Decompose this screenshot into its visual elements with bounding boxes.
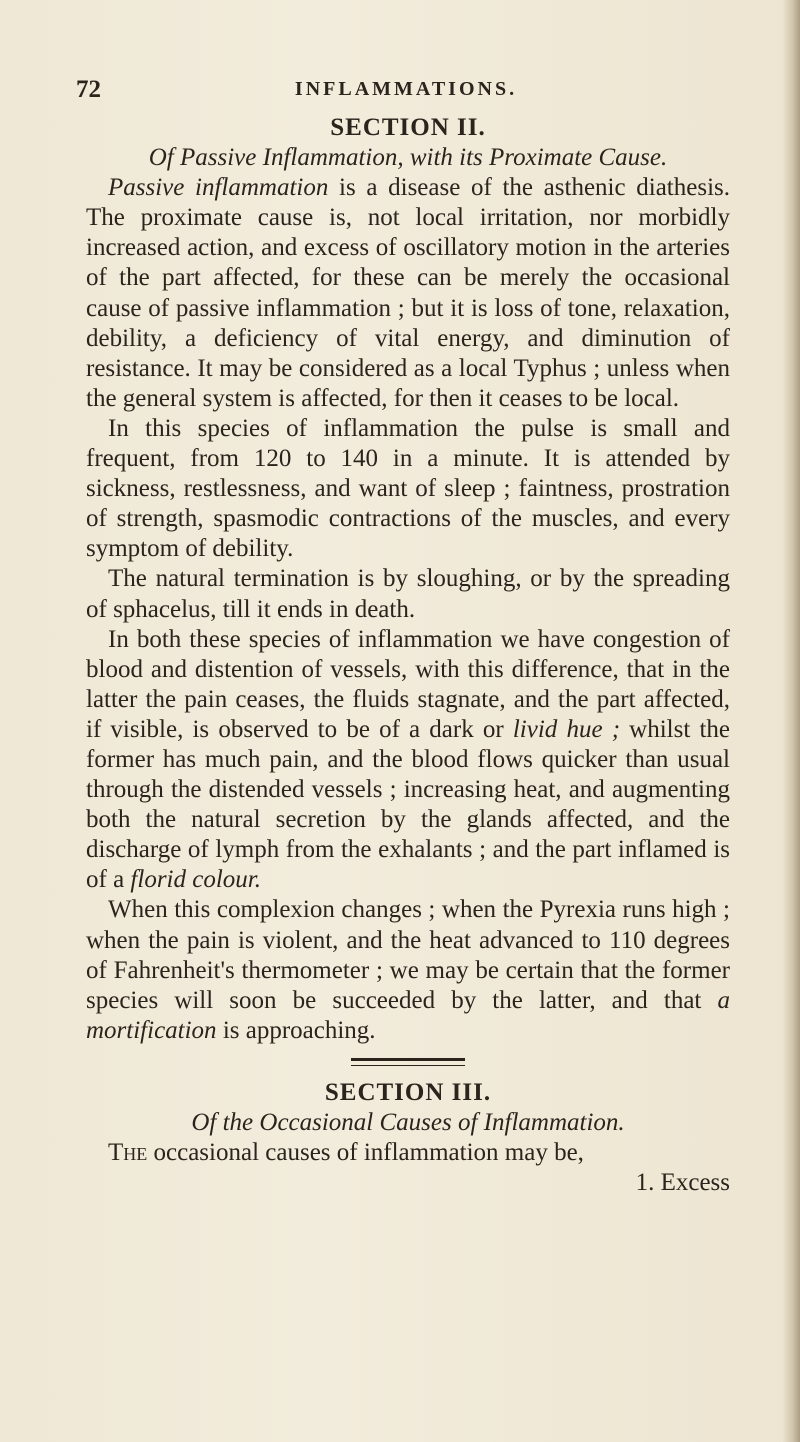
page-number: 72 [76,76,101,103]
paragraph: When this complexion changes ; when the Pyrexia runs high ; when the pain is violent, and the heat advanced to 110 degrees of Fahrenheit's thermometer ; we may be certain that the former species will soon be succeeded by the latter, and that a mortification is approaching. [86,896,730,1044]
section-ii-heading: SECTION II. [330,114,486,141]
section-divider [351,1058,465,1066]
page-edge-shadow [782,0,800,1442]
section-iii-heading: SECTION III. [324,1078,492,1106]
lead-term: Passive inflammation [108,174,329,202]
paragraph: In this species of inflammation the pulse is small and frequent, from 120 to 140 in a minute. It is attended by sickness, restlessness, and want of sleep ; faintness, prostration of strength, spasmodic contractions of the muscles, and every symptom of debility. [86,414,730,563]
running-title: INFLAMMATIONS. [294,78,518,100]
paragraph: The occasional causes of inflammation may be, [108,1139,584,1167]
section-iii-subtitle: Of the Occasional Causes of Inflammation. [191,1109,625,1136]
section-ii-subtitle: Of Passive Inflammation, with its Proximate Cause. [148,144,668,172]
paragraph: The natural termination is by sloughing, or by the spreading of sphacelus, till it ends in death. [86,565,730,623]
list-item: 1. Excess [635,1169,730,1197]
paragraph: In both these species of inflammation we have congestion of blood and distention of vessels, with this difference, that in the latter the pain ceases, the fluids stagnate, and the part affected, if visible, is observed to be of a dark or livid hue ; whilst the former has much pain, and the blood flows quicker than usual through the distended vessels ; increasing heat, and augmenting both the natural secretion by the glands affected, and the discharge of lymph from the exhalants ; and the part inflamed is of a florid colour. [86,625,730,894]
body-text [86,113,730,1198]
page-header [76,76,736,106]
paragraph: Passive inflammation is a disease of the asthenic diathesis. The proximate cause is, not local irritation, nor morbidly increased action, and excess of oscillatory motion in the arteries of the part affected, for these can be merely the occasional cause of passive inflammation ; but it is loss of tone, relaxation, debility, a deficiency of vital energy, and diminution of resistance. It may be considered as a local Typhus ; unless when the general system is affected, for then it ceases to be local. [86,174,730,412]
